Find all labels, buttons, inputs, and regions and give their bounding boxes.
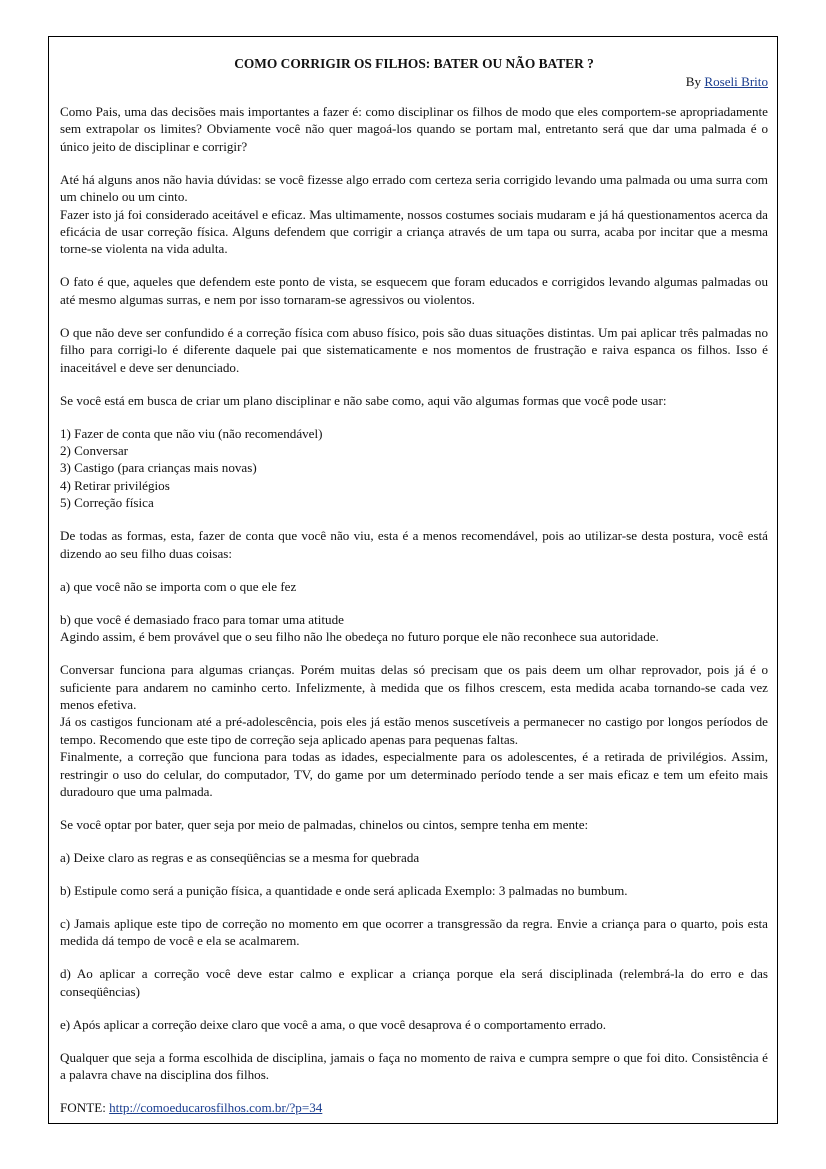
source-line <box>60 1099 768 1116</box>
paragraph <box>60 611 768 646</box>
paragraph-line: Já os castigos funcionam até a pré-adolescência, pois eles já estão menos suscetíveis a permanecer no castigo por longos períodos de tempo. Recomendo que este tipo de correção seja aplicado apenas para pequenas faltas. <box>60 714 768 747</box>
paragraph-line: Agindo assim, é bem provável que o seu filho não lhe obedeça no futuro porque ele não reconhece sua autoridade. <box>60 629 659 645</box>
list-item: 4) Retirar privilégios <box>60 477 170 493</box>
byline-prefix: By <box>685 74 705 89</box>
paragraph <box>60 171 768 258</box>
paragraph <box>60 392 768 409</box>
paragraph <box>60 1016 768 1033</box>
paragraph-line: Fazer isto já foi considerado aceitável e eficaz. Mas ultimamente, nossos costumes sociais mudaram e já há questionamentos acerca da eficácia de usar correção física. Alguns defendem que corrigir a criança através de um tapa ou surra, acaba por incitar que a mesma torne-se violenta na vida adulta. <box>60 206 768 257</box>
paragraph-line: d) Ao aplicar a correção você deve estar calmo e explicar a criança porque ela será disciplinada (relembrá-la do erro e das conseqüências) <box>60 966 768 999</box>
guidance-section <box>60 527 768 1083</box>
list-item: 3) Castigo (para crianças mais novas) <box>60 460 257 476</box>
list-item: 1) Fazer de conta que não viu (não recomendável) <box>60 425 323 441</box>
paragraph <box>60 273 768 308</box>
list-item: 2) Conversar <box>60 443 128 459</box>
paragraph-line: a) Deixe claro as regras e as conseqüências se a mesma for quebrada <box>60 849 420 865</box>
paragraph <box>60 816 768 833</box>
paragraph-line: De todas as formas, esta, fazer de conta que você não viu, esta é a menos recomendável, pois ao utilizar-se desta postura, você está dizendo ao seu filho duas coisas: <box>60 528 768 561</box>
paragraph <box>60 661 768 800</box>
paragraph-line: Até há alguns anos não havia dúvidas: se você fizesse algo errado com certeza seria corrigido levando uma palmada ou uma surra com um chinelo ou um cinto. <box>60 171 768 205</box>
paragraph-line: O fato é que, aqueles que defendem este ponto de vista, se esquecem que foram educados e corrigidos levando algumas palmadas ou até mesmo algumas surras, e nem por isso tornaram-se agressivos ou violentos. <box>60 274 768 307</box>
paragraph-line: Finalmente, a correção que funciona para todas as idades, especialmente para os adolescentes, é a retirada de privilégios. Assim, restringir o uso do celular, do computador, TV, do game por um determinado período tende a ser mais eficaz e tem um efeito mais duradouro que uma palmada. <box>60 749 768 799</box>
paragraph <box>60 527 768 562</box>
paragraph <box>60 578 768 595</box>
paragraph <box>60 324 768 376</box>
author-link[interactable]: Roseli Brito <box>704 74 768 89</box>
paragraph <box>60 965 768 1000</box>
paragraph-line: a) que você não se importa com o que ele fez <box>60 578 297 594</box>
paragraph <box>60 915 768 950</box>
source-link[interactable]: http://comoeducarosfilhos.com.br/?p=34 <box>109 1100 323 1116</box>
paragraph-line: Qualquer que seja a forma escolhida de disciplina, jamais o faça no momento de raiva e cumpra sempre o que foi dito. Consistência é a palavra chave na disciplina dos filhos. <box>60 1049 768 1083</box>
paragraph-line: Conversar funciona para algumas crianças. Porém muitas delas só precisam que os pais deem um olhar reprovador, pois já é o suficiente para andarem no caminho certo. Infelizmente, à medida que os filhos crescem, esta medida acaba tornando-se cada vez menos efetiva. <box>60 662 768 712</box>
intro-section <box>60 103 768 409</box>
paragraph-line: O que não deve ser confundido é a correção física com abuso físico, pois são duas situações distintas. Um pai aplicar três palmadas no filho para corrigi-lo é diferente daquele pai que sistematicamente e nos momentos de frustração e raiva espanca os filhos. Isso é inaceitável e deve ser denunciado. <box>60 324 768 375</box>
article-title: COMO CORRIGIR OS FILHOS: BATER OU NÃO BATER ? <box>234 56 594 71</box>
source-label: FONTE: <box>60 1100 110 1116</box>
paragraph-line: Como Pais, uma das decisões mais importantes a fazer é: como disciplinar os filhos de modo que eles comportem-se apropriadamente sem extrapolar os limites? Obviamente você não quer magoá-los quando se portam mal, entretanto será que dar uma palmada é o único jeito de disciplinar e corrigir? <box>60 104 768 154</box>
byline <box>60 73 768 91</box>
paragraph-line: b) Estipule como será a punição física, a quantidade e onde será aplicada Exemplo: 3 palmadas no bumbum. <box>60 882 628 898</box>
list-item: 5) Correção física <box>60 495 154 511</box>
paragraph-line: c) Jamais aplique este tipo de correção no momento em que ocorrer a transgressão da regra. Envie a criança para o quarto, pois esta medida dá tempo de você e ela se acalmarem. <box>60 915 768 949</box>
methods-list <box>60 425 768 512</box>
article <box>60 55 768 1117</box>
paragraph <box>60 882 768 899</box>
paragraph-line: Se você optar por bater, quer seja por meio de palmadas, chinelos ou cintos, sempre tenha em mente: <box>60 816 589 832</box>
paragraph-line: Se você está em busca de criar um plano disciplinar e não sabe como, aqui vão algumas formas que você pode usar: <box>60 392 667 408</box>
paragraph-line: b) que você é demasiado fraco para tomar uma atitude <box>60 611 344 627</box>
paragraph <box>60 849 768 866</box>
paragraph <box>60 1049 768 1084</box>
paragraph-line: e) Após aplicar a correção deixe claro que você a ama, o que você desaprova é o comportamento errado. <box>60 1016 607 1032</box>
paragraph <box>60 103 768 155</box>
